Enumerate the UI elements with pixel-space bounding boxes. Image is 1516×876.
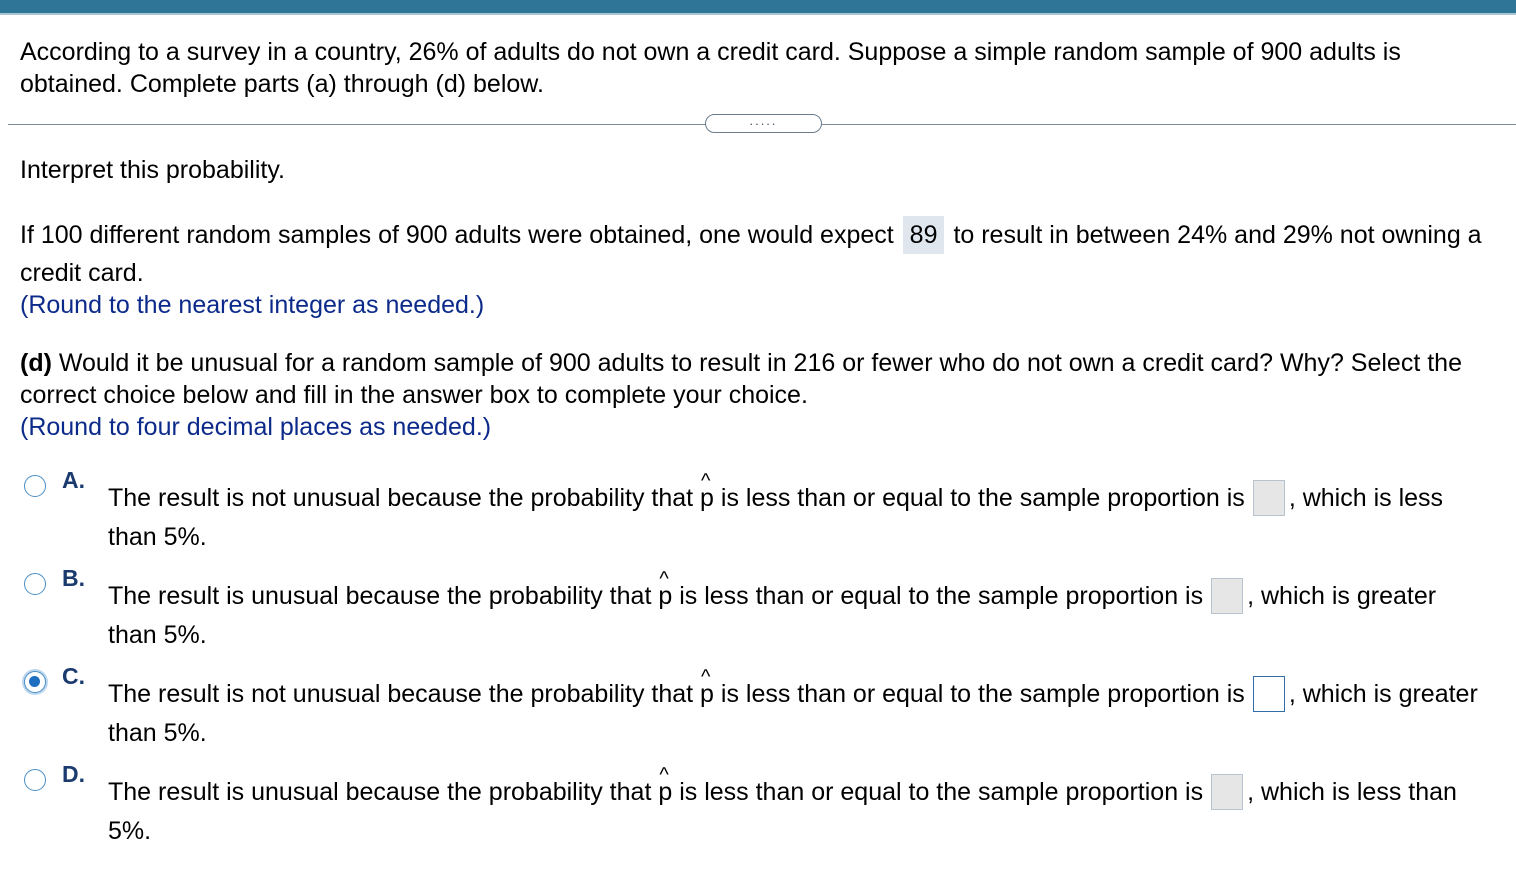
choice-text-post: , which is less than 5%. (108, 484, 1444, 551)
radio-b[interactable] (24, 573, 46, 595)
choice-b[interactable] (24, 563, 1504, 649)
p-hat-symbol: ^ p (700, 479, 714, 518)
choice-letter: B. (62, 565, 85, 591)
p-hat-symbol: ^ p (700, 675, 714, 714)
choice-text-pre: The result is unusual because the probability that (108, 582, 652, 610)
radio-c[interactable] (24, 671, 46, 693)
p-hat-symbol: ^ p (658, 577, 672, 616)
answer-value: 89 (903, 216, 945, 254)
question-intro: According to a survey in a country, 26% of adults do not own a credit card. Suppose a simple random sample of 900 adults is obtained. Complete parts (a) through (d) below. (20, 38, 1401, 98)
choice-text (108, 773, 1488, 851)
part-d-question (20, 347, 1490, 411)
choice-letter: A. (62, 467, 85, 493)
choice-text-pre: The result is unusual because the probability that (108, 778, 652, 806)
sentence-before: If 100 different random samples of 900 adults were obtained, one would expect (20, 221, 894, 249)
answer-box-c[interactable] (1253, 676, 1285, 712)
answer-box-a[interactable] (1253, 480, 1285, 516)
choice-c[interactable] (24, 661, 1504, 747)
answer-box-d[interactable] (1211, 774, 1243, 810)
show-more-button[interactable]: ..... (705, 114, 822, 133)
choice-text-pre: The result is not unusual because the probability that (108, 484, 694, 512)
choice-text (108, 675, 1488, 753)
choice-d[interactable] (24, 759, 1504, 845)
choice-text-mid: is less than or equal to the sample proportion is (679, 778, 1204, 806)
answer-box-b[interactable] (1211, 578, 1243, 614)
radio-a[interactable] (24, 475, 46, 497)
round-integer-hint: (Round to the nearest integer as needed.) (20, 291, 485, 319)
part-d-label: (d) (20, 349, 52, 377)
choice-a[interactable] (24, 465, 1504, 551)
choice-text-post: , which is less than 5%. (108, 778, 1457, 845)
choice-text-post: , which is greater than 5%. (108, 680, 1478, 747)
interpret-prompt: Interpret this probability. (20, 156, 285, 184)
p-hat-symbol: ^ p (658, 773, 672, 812)
choice-text (108, 577, 1488, 655)
round-decimal-hint: (Round to four decimal places as needed.) (20, 413, 492, 441)
choice-letter: C. (62, 663, 85, 689)
choice-text-mid: is less than or equal to the sample proportion is (679, 582, 1204, 610)
sentence-after: to result in between 24% and 29% not owning a credit card. (20, 221, 1482, 287)
radio-d[interactable] (24, 769, 46, 791)
top-banner (0, 0, 1516, 15)
choice-text-mid: is less than or equal to the sample proportion is (720, 484, 1245, 512)
choice-text-post: , which is greater than 5%. (108, 582, 1437, 649)
part-d-text: Would it be unusual for a random sample of 900 adults to result in 216 or fewer who do not own a credit card? Why? Select the correct choice below and fill in the answer box to complete your choice. (20, 349, 1462, 409)
choice-text (108, 479, 1488, 557)
interpretation-sentence (20, 216, 1490, 292)
choice-text-mid: is less than or equal to the sample proportion is (720, 680, 1245, 708)
choice-letter: D. (62, 761, 85, 787)
choice-text-pre: The result is not unusual because the probability that (108, 680, 694, 708)
